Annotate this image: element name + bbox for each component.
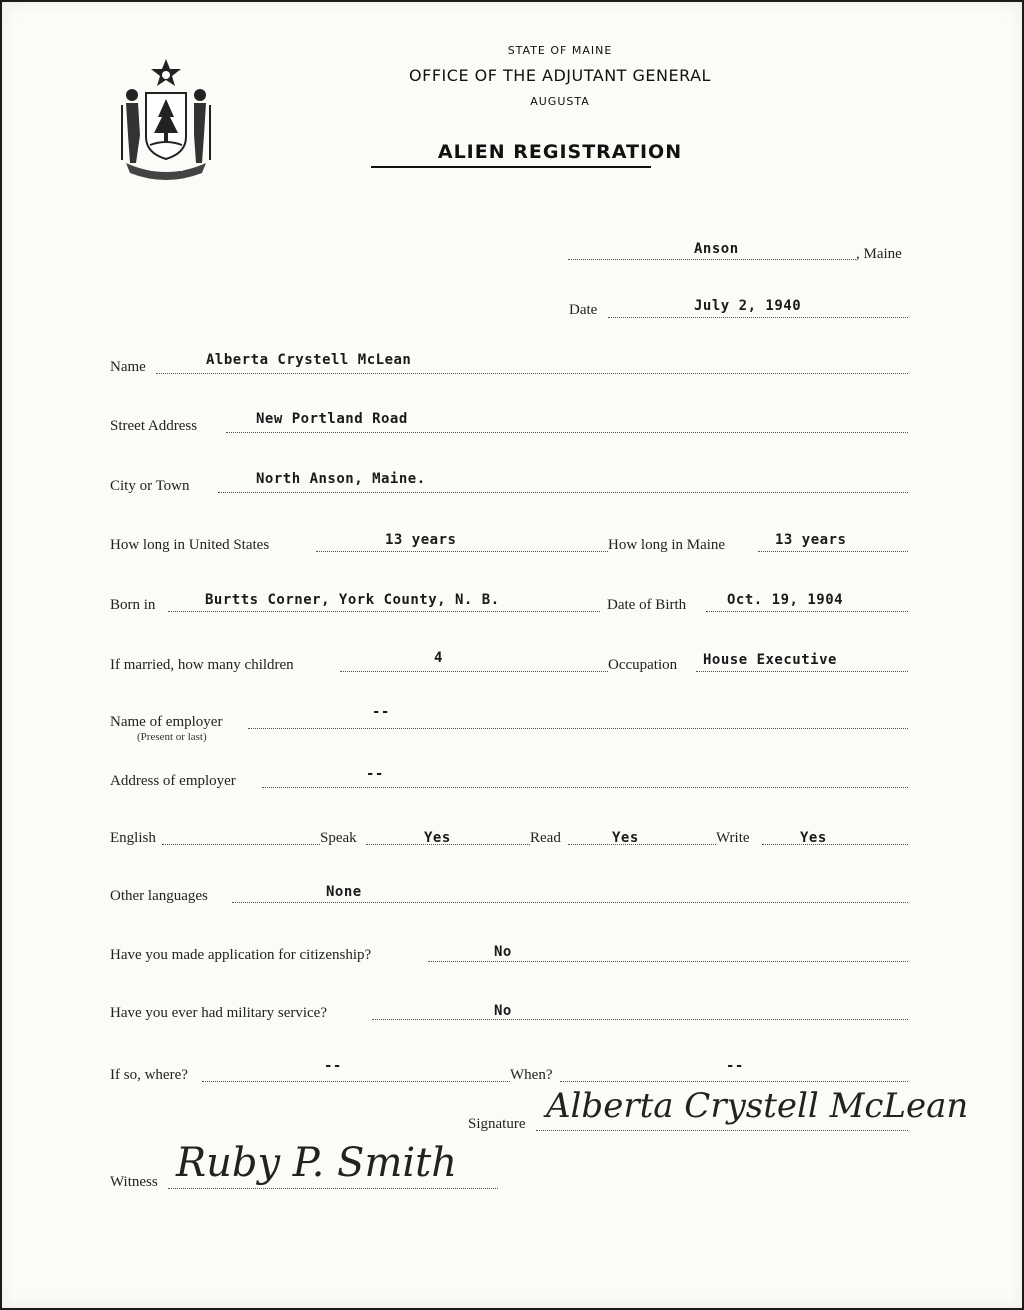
english-label: English	[110, 830, 156, 846]
employer-address-label: Address of employer	[110, 773, 236, 789]
us-duration-line	[316, 550, 608, 552]
maine-duration-line	[758, 550, 908, 552]
when-label: When?	[510, 1067, 553, 1083]
signature-value: Alberta Crystell McLean	[546, 1086, 969, 1126]
born-value: Burtts Corner, York County, N. B.	[205, 592, 500, 608]
date-value: July 2, 1940	[694, 298, 802, 314]
where-line	[202, 1080, 510, 1082]
other-languages-line	[232, 901, 908, 903]
dob-label: Date of Birth	[607, 597, 687, 613]
citizenship-line	[428, 960, 908, 962]
speak-label: Speak	[320, 830, 357, 846]
street-label: Street Address	[110, 418, 198, 434]
town-value: Anson	[694, 241, 739, 257]
occupation-value: House Executive	[703, 652, 837, 668]
city-value: North Anson, Maine.	[256, 471, 426, 487]
other-languages-label: Other languages	[110, 888, 208, 904]
write-value: Yes	[800, 830, 827, 846]
where-value: --	[324, 1058, 342, 1074]
speak-value: Yes	[424, 830, 451, 846]
employer-address-value: --	[366, 766, 384, 782]
employer-line	[248, 727, 908, 729]
form-title: ALIEN REGISTRATION	[437, 141, 683, 163]
witness-label: Witness	[110, 1174, 158, 1190]
office-heading: OFFICE OF THE ADJUTANT GENERAL	[409, 66, 711, 85]
write-line	[762, 843, 908, 845]
other-languages-value: None	[326, 884, 362, 900]
street-line	[226, 431, 908, 433]
city-label: City or Town	[110, 478, 190, 494]
witness-value: Ruby P. Smith	[176, 1140, 457, 1186]
children-label: If married, how many children	[110, 657, 294, 673]
signature-label: Signature	[468, 1116, 526, 1132]
date-label: Date	[569, 302, 598, 318]
where-label: If so, where?	[110, 1067, 188, 1083]
when-value: --	[726, 1058, 744, 1074]
write-label: Write	[716, 830, 750, 846]
city-line	[218, 491, 908, 493]
read-line	[568, 843, 716, 845]
seal-banner-text: MAINE	[150, 163, 185, 173]
us-duration-value: 13 years	[385, 532, 457, 548]
town-state-label: , Maine	[856, 246, 902, 262]
employer-sublabel: (Present or last)	[137, 731, 207, 743]
citizenship-value: No	[494, 944, 512, 960]
occupation-label: Occupation	[608, 657, 678, 673]
maine-duration-value: 13 years	[775, 532, 847, 548]
military-line	[372, 1018, 908, 1020]
title-underline	[371, 166, 651, 168]
children-line	[340, 670, 608, 672]
maine-duration-label: How long in Maine	[608, 537, 726, 553]
employer-address-line	[262, 786, 908, 788]
children-value: 4	[434, 650, 443, 666]
city-heading: AUGUSTA	[530, 95, 590, 108]
name-value: Alberta Crystell McLean	[206, 352, 412, 368]
english-line	[162, 843, 320, 845]
street-value: New Portland Road	[256, 411, 408, 427]
date-line	[608, 316, 908, 318]
name-label: Name	[110, 359, 146, 375]
employer-label: Name of employer	[110, 714, 223, 730]
signature-line	[536, 1129, 908, 1131]
born-label: Born in	[110, 597, 156, 613]
dob-line	[706, 610, 908, 612]
state-heading: STATE OF MAINE	[507, 44, 613, 57]
employer-value: --	[372, 704, 390, 720]
town-line	[568, 258, 856, 260]
citizenship-label: Have you made application for citizenship?	[110, 947, 372, 963]
when-line	[560, 1080, 908, 1082]
witness-line	[168, 1187, 498, 1189]
read-label: Read	[530, 830, 561, 846]
read-value: Yes	[612, 830, 639, 846]
dob-value: Oct. 19, 1904	[727, 592, 844, 608]
military-value: No	[494, 1003, 512, 1019]
born-line	[168, 610, 600, 612]
military-label: Have you ever had military service?	[110, 1005, 327, 1021]
occupation-line	[696, 670, 908, 672]
us-duration-label: How long in United States	[110, 537, 270, 553]
name-line	[156, 372, 908, 374]
